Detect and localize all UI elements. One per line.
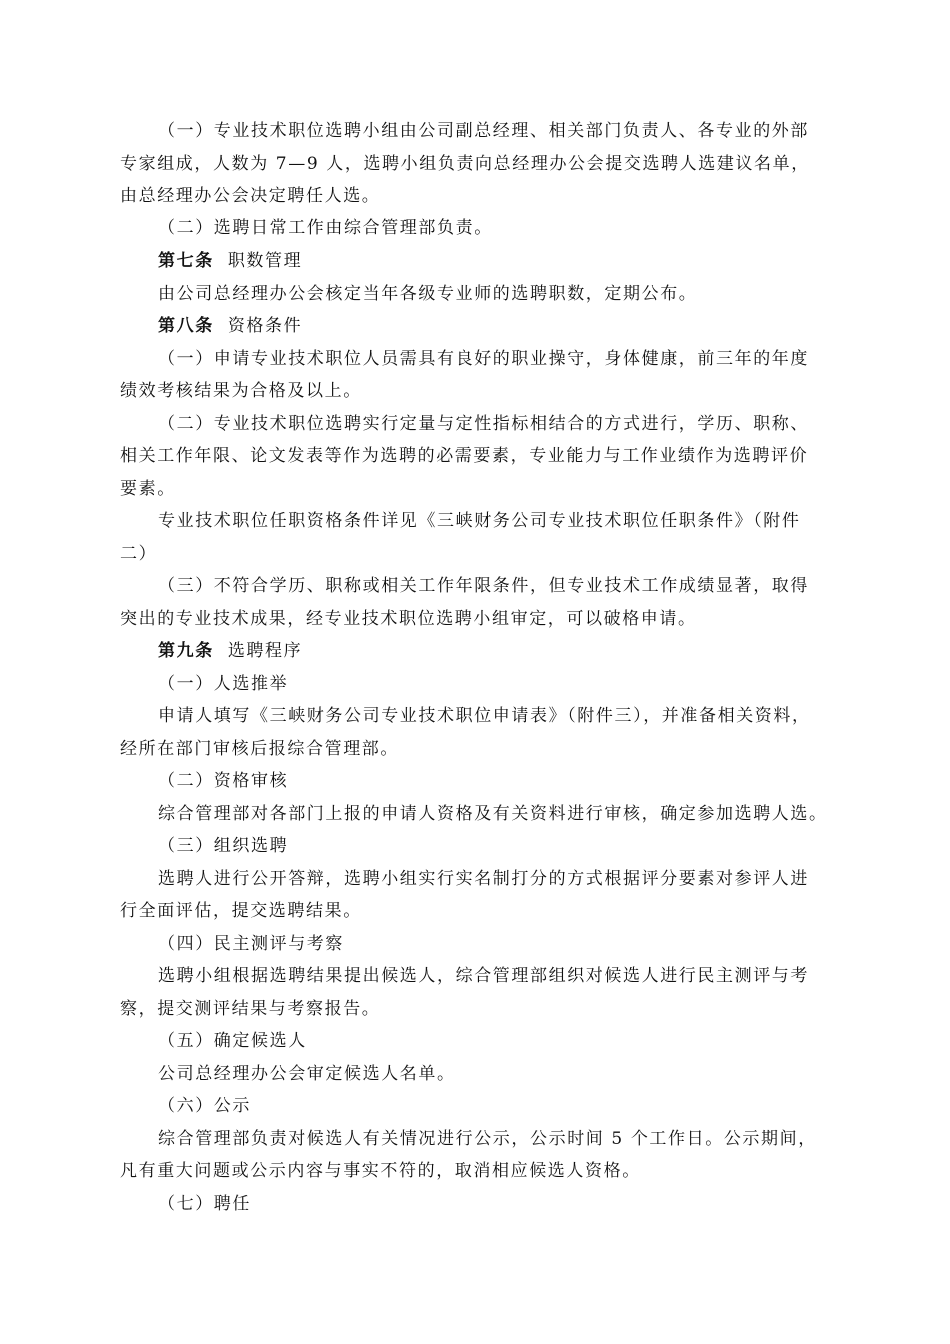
paragraph-line: （一）申请专业技术职位人员需具有良好的职业操守，身体健康，前三年的年度	[158, 349, 809, 369]
article-number: 第八条	[158, 316, 214, 336]
paragraph-line: 相关工作年限、论文发表等作为选聘的必需要素，专业能力与工作业绩作为选聘评价	[120, 446, 809, 466]
paragraph-line: 二）	[120, 544, 158, 564]
paragraph-line: 突出的专业技术成果，经专业技术职位选聘小组审定，可以破格申请。	[120, 609, 697, 629]
paragraph-line: （二）选聘日常工作由综合管理部负责。	[158, 218, 493, 238]
paragraph-line: 要素。	[120, 479, 176, 499]
paragraph-line: （二）专业技术职位选聘实行定量与定性指标相结合的方式进行，学历、职称、	[158, 414, 809, 434]
paragraph-line: 由总经理办公会决定聘任人选。	[120, 186, 381, 206]
paragraph-line: （三）不符合学历、职称或相关工作年限条件，但专业技术工作成绩显著，取得	[158, 576, 809, 596]
article-title: 职数管理	[227, 251, 303, 271]
paragraph-line: 行全面评估，提交选聘结果。	[120, 901, 362, 921]
paragraph-line: 选聘人进行公开答辩，选聘小组实行实名制打分的方式根据评分要素对参评人进	[158, 869, 809, 889]
article-title: 选聘程序	[227, 641, 303, 661]
paragraph-line: 公司总经理办公会审定候选人名单。	[158, 1064, 456, 1084]
article-number: 第九条	[158, 641, 214, 661]
paragraph-line: 专业技术职位任职资格条件详见《三峡财务公司专业技术职位任职条件》（附件	[158, 511, 801, 531]
paragraph-line: 绩效考核结果为合格及以上。	[120, 381, 362, 401]
paragraph-line: （一）人选推举	[158, 674, 289, 694]
paragraph-line: 申请人填写《三峡财务公司专业技术职位申请表》（附件三），并准备相关资料，	[158, 706, 811, 726]
paragraph-line: 选聘小组根据选聘结果提出候选人，综合管理部组织对候选人进行民主测评与考	[158, 966, 809, 986]
paragraph-line: （一）专业技术职位选聘小组由公司副总经理、相关部门负责人、各专业的外部	[158, 121, 809, 141]
paragraph-line: （七）聘任	[158, 1194, 251, 1214]
paragraph-line: 综合管理部负责对候选人有关情况进行公示，公示时间 5 个工作日。公示期间，	[158, 1129, 817, 1149]
paragraph-line: 察，提交测评结果与考察报告。	[120, 999, 381, 1019]
paragraph-line: （二）资格审核	[158, 771, 289, 791]
article-number: 第七条	[158, 251, 214, 271]
paragraph-line: 经所在部门审核后报综合管理部。	[120, 739, 399, 759]
article-title: 资格条件	[227, 316, 303, 336]
article-heading	[158, 250, 302, 272]
paragraph-line: 专家组成，人数为 7—9 人，选聘小组负责向总经理办公会提交选聘人选建议名单，	[120, 154, 810, 174]
paragraph-line: （六）公示	[158, 1096, 251, 1116]
article-heading	[158, 640, 302, 662]
paragraph-line: （四）民主测评与考察	[158, 934, 344, 954]
paragraph-line: 由公司总经理办公会核定当年各级专业师的选聘职数，定期公布。	[158, 284, 698, 304]
article-heading	[158, 315, 302, 337]
paragraph-line: 凡有重大问题或公示内容与事实不符的，取消相应候选人资格。	[120, 1161, 641, 1181]
paragraph-line: 综合管理部对各部门上报的申请人资格及有关资料进行审核，确定参加选聘人选。	[158, 804, 828, 824]
paragraph-line: （五）确定候选人	[158, 1031, 307, 1051]
paragraph-line: （三）组织选聘	[158, 836, 289, 856]
